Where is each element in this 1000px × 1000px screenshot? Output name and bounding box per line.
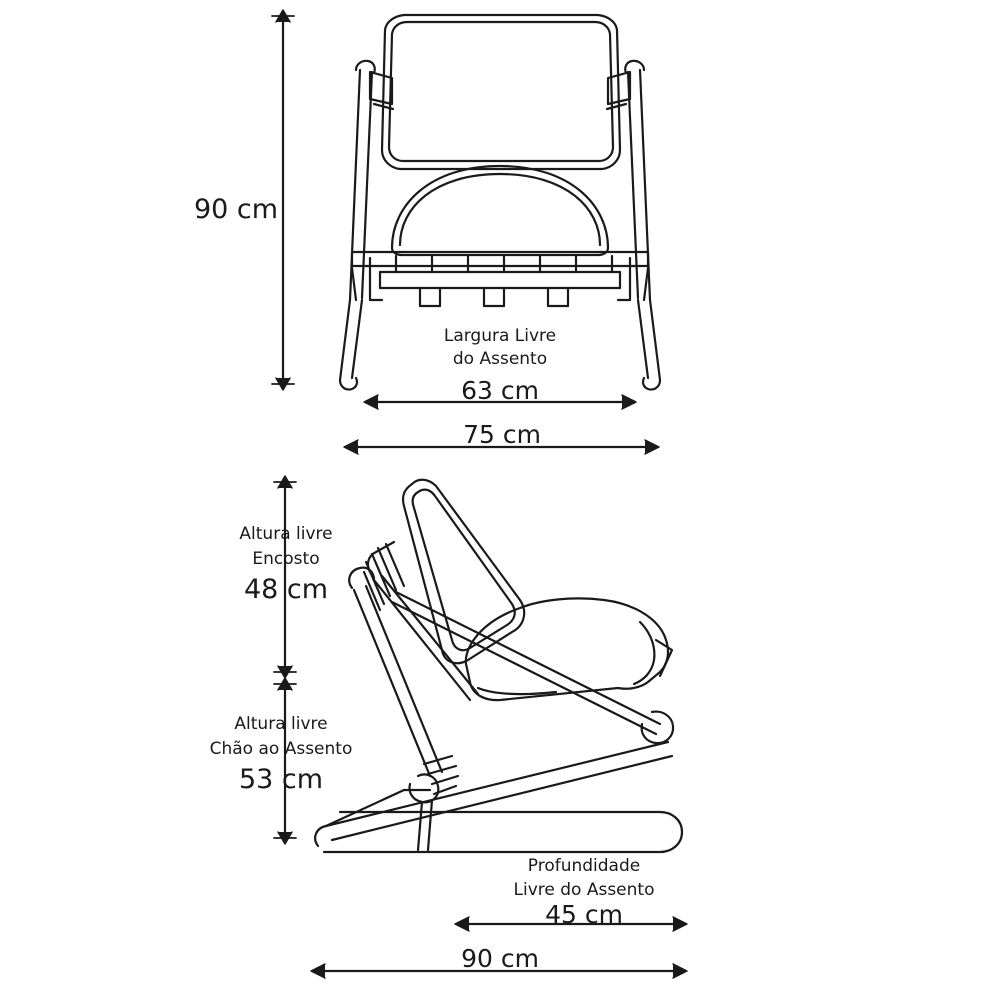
seat-height-caption-line2: Chão ao Assento [209, 739, 353, 759]
seat-free-width-value: 63 cm [461, 376, 539, 405]
backrest-free-height-caption-line1: Altura livre [239, 524, 333, 544]
seat-height-value: 53 cm [238, 764, 324, 795]
seat-free-width-caption-line1: Largura Livre [443, 326, 557, 346]
backrest-free-height-caption-line2: Encosto [252, 549, 320, 569]
total-width-value: 75 cm [463, 420, 541, 449]
seat-height-caption-line1: Altura livre [234, 714, 328, 734]
front-height-value: 90 cm [193, 194, 279, 225]
backrest-free-height-value: 48 cm [243, 574, 329, 605]
side-seat-height-dimension [274, 678, 296, 844]
seat-free-depth-caption-line2: Livre do Assento [513, 880, 655, 900]
total-depth-value: 90 cm [461, 944, 539, 973]
seat-free-depth-caption-line1: Profundidade [527, 856, 641, 876]
seat-free-width-caption-line2: do Assento [452, 349, 548, 369]
seat-free-depth-value: 45 cm [545, 900, 623, 929]
